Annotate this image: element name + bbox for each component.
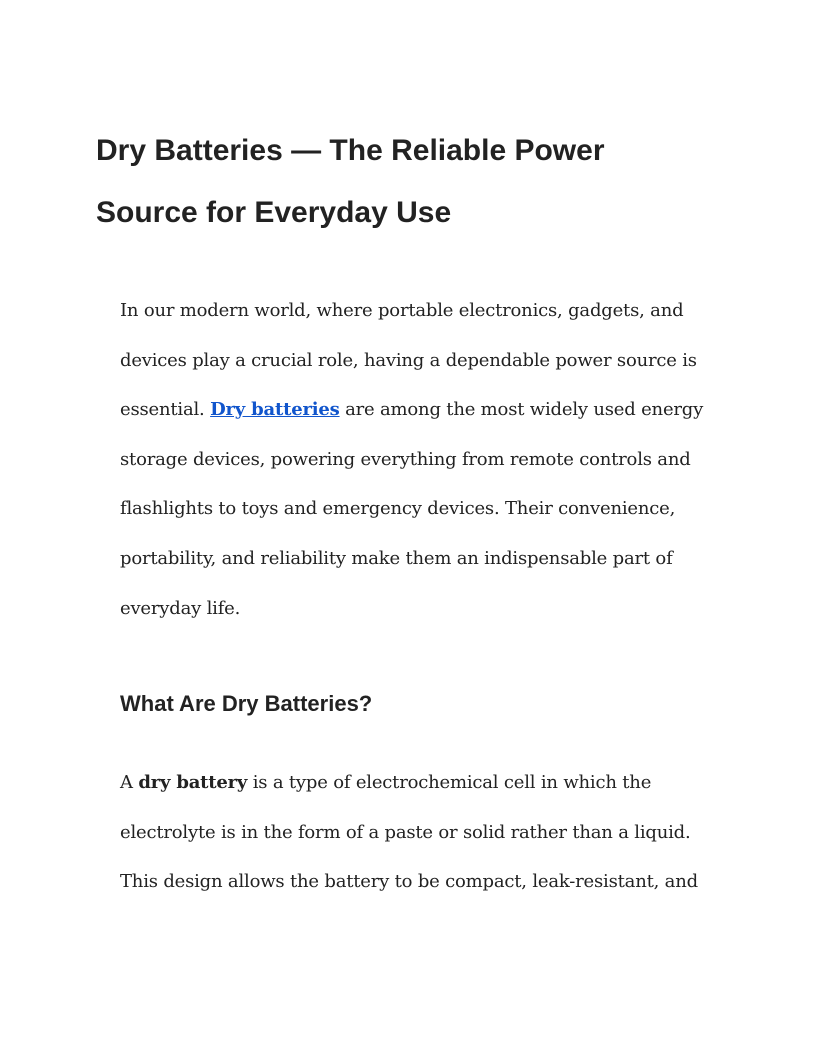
page-title xyxy=(96,120,736,244)
definition-text: is a type of electrochemical cell in which the electrolyte is in the form of a paste or solid rather than a liquid. This design allows the battery to be compact, leak-resistant, and xyxy=(120,772,698,893)
title-line-2: Source for Everyday Use xyxy=(96,196,452,229)
definition-paragraph xyxy=(120,758,720,907)
bold-term: dry battery xyxy=(138,772,248,793)
intro-text-before-link: In our modern world, where portable electronics, gadgets, and devices play a crucial role, having a dependable power source is essential. xyxy=(120,300,697,421)
section-heading: What Are Dry Batteries? xyxy=(120,691,373,716)
intro-paragraph xyxy=(120,286,720,633)
definition-prefix: A xyxy=(120,772,139,793)
dry-batteries-link[interactable]: Dry batteries xyxy=(210,399,340,421)
intro-text-after-link: are among the most widely used energy storage devices, powering everything from remote controls and flashlights to toys and emergency devices. Their convenience, portability, and reliability make them an indispensable part of everyday life. xyxy=(120,399,704,619)
title-line-1: Dry Batteries — The Reliable Power xyxy=(96,134,605,167)
